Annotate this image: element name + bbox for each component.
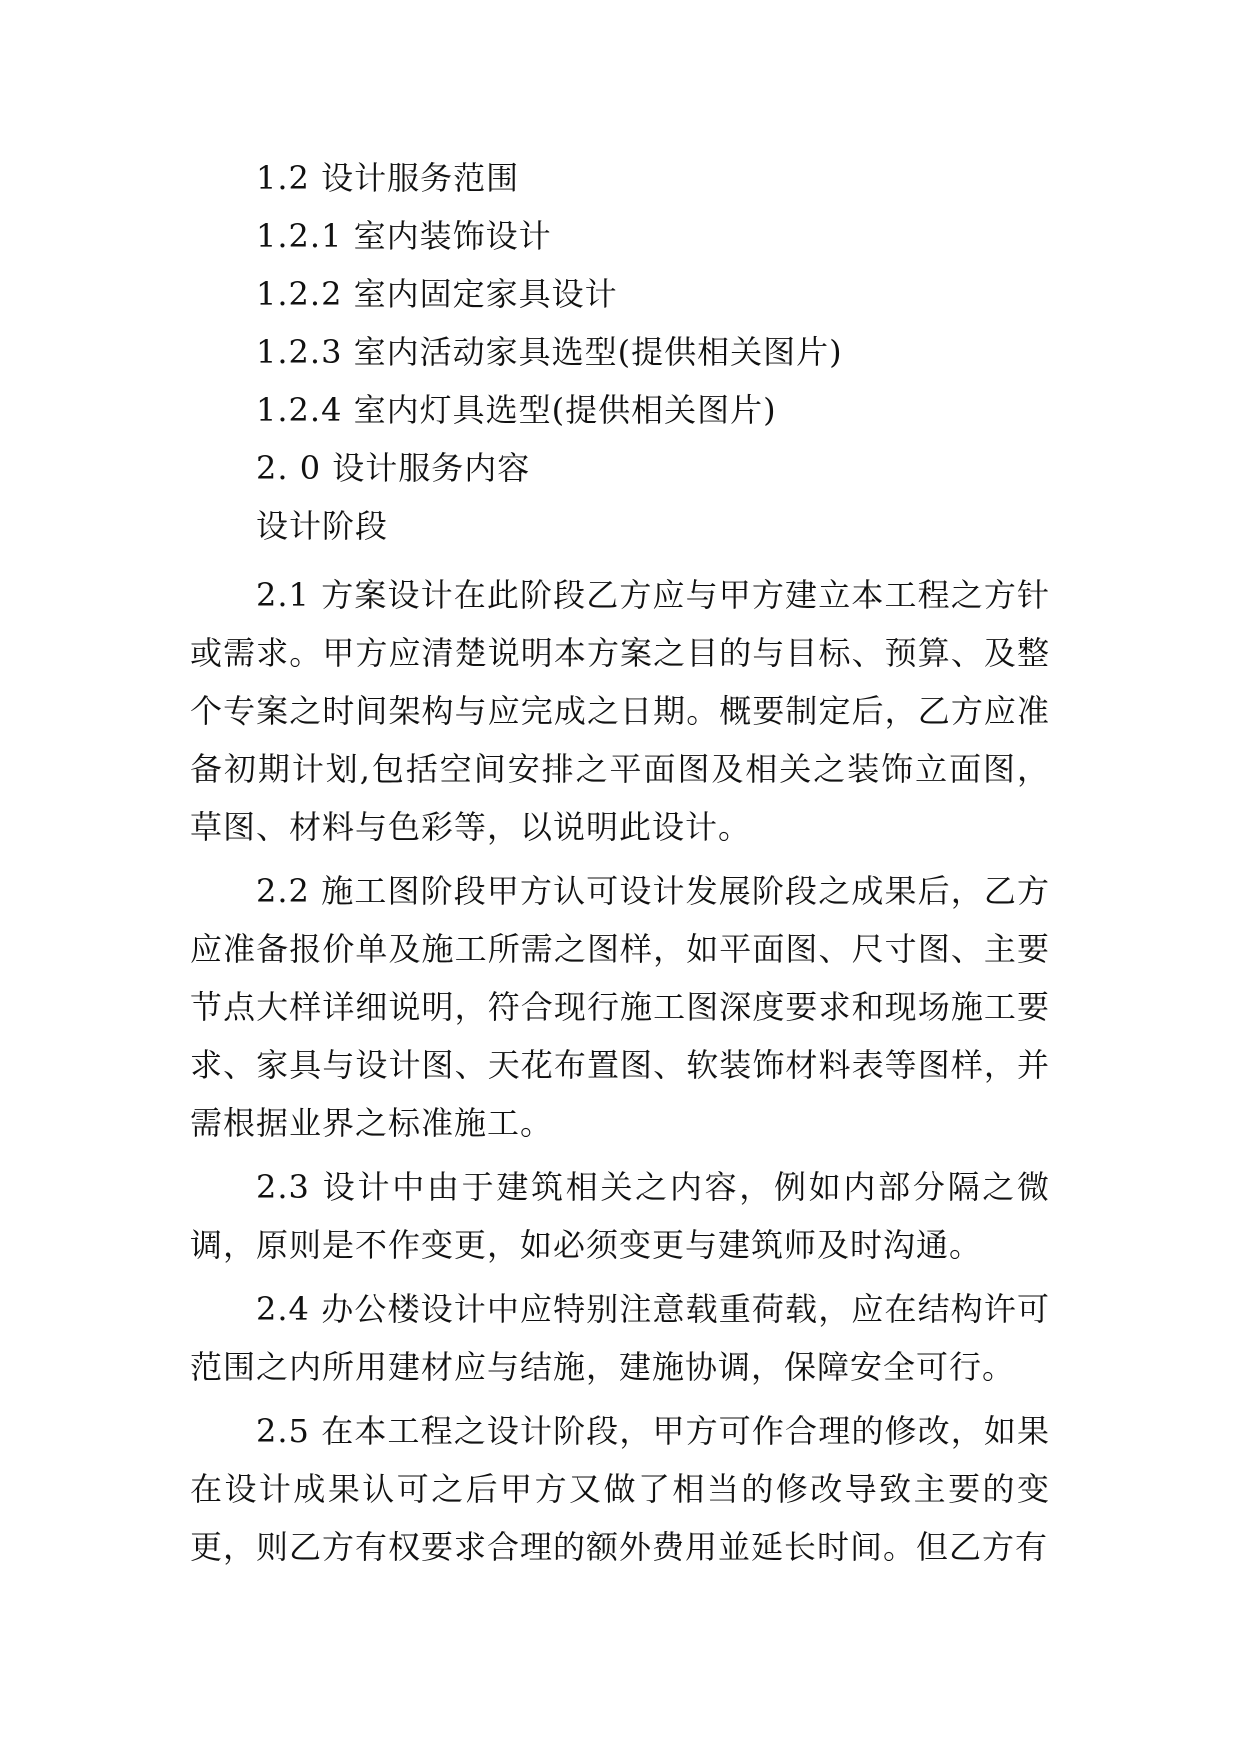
section-heading: 1.2.4 室内灯具选型(提供相关图片) (256, 391, 777, 429)
body-paragraph: 2.1 方案设计在此阶段乙方应与甲方建立本工程之方针或需求。甲方应清楚说明本方案之目的与目标、预算、及整个专案之时间架构与应完成之日期。概要制定后，乙方应准备初期计划,包括空间安排之平面图及相关之装饰立面图，草图、材料与色彩等，以说明此设计。 (190, 576, 1050, 846)
body-paragraph: 2.3 设计中由于建筑相关之内容，例如内部分隔之微调，原则是不作变更，如必须变更与建筑师及时沟通。 (190, 1168, 1050, 1264)
body-paragraph: 2.2 施工图阶段甲方认可设计发展阶段之成果后，乙方应准备报价单及施工所需之图样，如平面图、尺寸图、主要节点大样详细说明，符合现行施工图深度要求和现场施工要求、家具与设计图、天花布置图、软装饰材料表等图样，并需根据业界之标准施工。 (190, 872, 1050, 1142)
document-body (190, 160, 1050, 1582)
section-heading: 1.2.2 室内固定家具设计 (256, 275, 618, 313)
section-heading: 1.2.3 室内活动家具选型(提供相关图片) (256, 333, 843, 371)
section-heading: 2. 0 设计服务内容 (256, 449, 531, 487)
section-heading: 1.2 设计服务范围 (256, 159, 520, 197)
section-heading: 1.2.1 室内装饰设计 (256, 217, 552, 255)
body-paragraph: 2.5 在本工程之设计阶段，甲方可作合理的修改，如果在设计成果认可之后甲方又做了相当的修改导致主要的变更，则乙方有权要求合理的额外费用並延长时间。但乙方有 (190, 1412, 1050, 1566)
section-heading: 设计阶段 (256, 507, 389, 545)
body-paragraph: 2.4 办公楼设计中应特别注意载重荷载，应在结构许可范围之内所用建材应与结施，建施协调，保障安全可行。 (190, 1290, 1050, 1386)
